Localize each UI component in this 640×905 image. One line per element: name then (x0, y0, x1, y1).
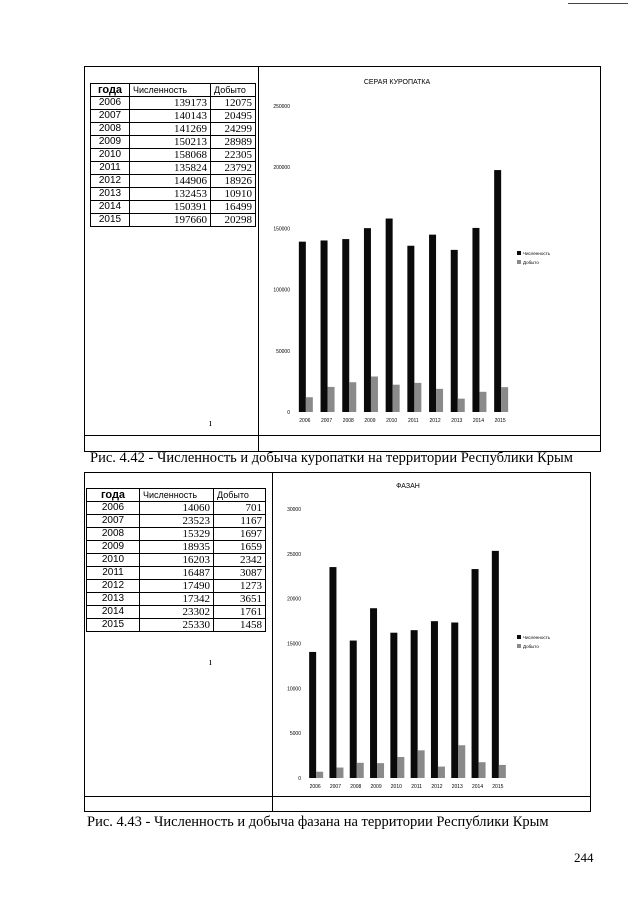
table-row (87, 580, 266, 593)
harvest-cell: 23792 (211, 162, 256, 175)
table-row (91, 149, 256, 162)
bar-count (350, 641, 357, 778)
y-tick-label: 25000 (287, 551, 301, 558)
count-cell: 23523 (140, 515, 214, 528)
count-cell: 141269 (130, 123, 211, 136)
bar-harvest (336, 768, 343, 778)
y-tick-label: 10000 (287, 686, 301, 693)
count-cell: 140143 (130, 110, 211, 123)
table-row (87, 554, 266, 567)
year-cell: 2014 (91, 201, 130, 214)
page-number: 244 (574, 850, 594, 865)
table-row (87, 567, 266, 580)
table-header-count: Численность (130, 84, 211, 97)
count-cell: 158068 (130, 149, 211, 162)
x-tick-label: 2015 (494, 418, 506, 424)
table-header-years: года (87, 489, 140, 502)
year-cell: 2011 (91, 162, 130, 175)
year-cell: 2007 (91, 110, 130, 123)
x-tick-label: 2015 (492, 784, 504, 790)
harvest-cell: 1761 (214, 606, 266, 619)
y-tick-label: 5000 (289, 731, 301, 738)
count-cell: 197660 (130, 214, 211, 227)
figure1-bottom-rule (85, 435, 600, 436)
table-row (87, 528, 266, 541)
x-tick-label: 2010 (386, 418, 398, 424)
x-tick-label: 2006 (309, 784, 321, 790)
table-row (91, 123, 256, 136)
count-cell: 15329 (140, 528, 214, 541)
chart-title: ФАЗАН (396, 483, 420, 490)
table-header-harvest: Добыто (211, 84, 256, 97)
harvest-cell: 10910 (211, 188, 256, 201)
harvest-cell: 24299 (211, 123, 256, 136)
x-tick-label: 2009 (364, 418, 376, 424)
bar-count (309, 652, 316, 778)
page-corner-mark (568, 3, 628, 4)
harvest-cell: 18926 (211, 175, 256, 188)
year-cell: 2015 (91, 214, 130, 227)
x-tick-label: 2007 (320, 418, 333, 424)
year-cell: 2008 (87, 528, 140, 541)
x-tick-label: 2014 (471, 784, 484, 790)
table-row (87, 541, 266, 554)
year-cell: 2007 (87, 515, 140, 528)
bar-count (451, 250, 458, 412)
year-cell: 2008 (91, 123, 130, 136)
y-tick-label: 0 (287, 410, 290, 416)
bar-harvest (414, 383, 421, 412)
y-tick-label: 20000 (287, 596, 301, 603)
year-cell: 2015 (87, 619, 140, 632)
count-cell: 144906 (130, 175, 211, 188)
legend-swatch (517, 644, 521, 648)
figure1-data-table (90, 83, 256, 227)
bar-harvest (357, 763, 364, 778)
table-row (91, 162, 256, 175)
harvest-cell: 3651 (214, 593, 266, 606)
bar-harvest (458, 745, 465, 778)
year-cell: 2006 (87, 502, 140, 515)
year-cell: 2013 (91, 188, 130, 201)
bar-count (472, 569, 479, 778)
x-tick-label: 2008 (342, 418, 354, 424)
y-tick-label: 15000 (287, 641, 301, 648)
bar-count (451, 623, 458, 778)
x-tick-label: 2007 (329, 784, 342, 790)
harvest-cell: 12075 (211, 97, 256, 110)
year-cell: 2013 (87, 593, 140, 606)
x-tick-label: 2014 (472, 418, 485, 424)
count-cell: 18935 (140, 541, 214, 554)
x-tick-label: 2012 (431, 784, 443, 790)
table-row (87, 515, 266, 528)
count-cell: 150391 (130, 201, 211, 214)
bar-count (429, 235, 436, 412)
legend-label: Численность (523, 635, 551, 640)
x-tick-label: 2011 (407, 418, 419, 424)
figure2-data-table (86, 488, 266, 632)
count-cell: 23302 (140, 606, 214, 619)
y-tick-label: 250000 (273, 104, 290, 110)
harvest-cell: 3087 (214, 567, 266, 580)
x-tick-label: 2013 (451, 784, 463, 790)
harvest-cell: 20495 (211, 110, 256, 123)
x-tick-label: 2010 (390, 784, 402, 790)
harvest-cell: 1167 (214, 515, 266, 528)
count-cell: 17490 (140, 580, 214, 593)
figure2-caption: Рис. 4.43 - Численность и добыча фазана на территории Республики Крым (87, 814, 549, 830)
y-tick-label: 100000 (273, 287, 290, 294)
harvest-cell: 1659 (214, 541, 266, 554)
year-cell: 2009 (91, 136, 130, 149)
harvest-cell: 22305 (211, 149, 256, 162)
harvest-cell: 20298 (211, 214, 256, 227)
table-row (91, 188, 256, 201)
chart-title: СЕРАЯ КУРОПАТКА (363, 79, 431, 86)
harvest-cell: 1458 (214, 619, 266, 632)
table-row (87, 593, 266, 606)
count-cell: 135824 (130, 162, 211, 175)
x-tick-label: 2011 (411, 784, 423, 790)
table-header-years: года (91, 84, 130, 97)
bar-count (342, 239, 349, 412)
count-cell: 150213 (130, 136, 211, 149)
table-row (91, 97, 256, 110)
year-cell: 2006 (91, 97, 130, 110)
table-row (91, 201, 256, 214)
bar-harvest (479, 392, 486, 412)
count-cell: 17342 (140, 593, 214, 606)
harvest-cell: 1697 (214, 528, 266, 541)
bar-harvest (458, 399, 465, 412)
legend-label: Добыто (523, 644, 539, 649)
bar-count (431, 621, 438, 778)
bar-count (329, 567, 336, 778)
bar-harvest (349, 382, 356, 412)
bar-harvest (393, 385, 400, 412)
bar-harvest (436, 389, 443, 412)
x-tick-label: 2009 (370, 784, 382, 790)
table-header-count: Численность (140, 489, 214, 502)
year-cell: 2012 (91, 175, 130, 188)
count-cell: 132453 (130, 188, 211, 201)
bar-harvest (328, 387, 335, 412)
bar-harvest (499, 765, 506, 778)
bar-harvest (418, 750, 425, 778)
count-cell: 25330 (140, 619, 214, 632)
bar-harvest (397, 757, 404, 778)
table-row (87, 606, 266, 619)
table-header-harvest: Добыто (214, 489, 266, 502)
count-cell: 14060 (140, 502, 214, 515)
bar-harvest (377, 763, 384, 778)
figure1-stray-mark: ı (209, 418, 212, 429)
bar-count (321, 240, 328, 412)
harvest-cell: 16499 (211, 201, 256, 214)
bar-harvest (501, 387, 508, 412)
figure2-stray-mark: ı (209, 657, 212, 668)
harvest-cell: 28989 (211, 136, 256, 149)
count-cell: 139173 (130, 97, 211, 110)
legend-label: Численность (523, 251, 551, 256)
table-row (91, 175, 256, 188)
year-cell: 2014 (87, 606, 140, 619)
table-row (87, 619, 266, 632)
bar-count (472, 228, 479, 412)
x-tick-label: 2006 (299, 418, 311, 424)
legend-swatch (517, 635, 521, 639)
figure1-caption: Рис. 4.42 - Численность и добыча куропатки на территории Республики Крым (90, 450, 573, 466)
figure2-bottom-rule (85, 796, 590, 797)
year-cell: 2010 (87, 554, 140, 567)
harvest-cell: 701 (214, 502, 266, 515)
harvest-cell: 2342 (214, 554, 266, 567)
figure2-bar-chart (273, 473, 589, 795)
x-tick-label: 2013 (451, 418, 463, 424)
year-cell: 2009 (87, 541, 140, 554)
bar-harvest (306, 397, 313, 412)
y-tick-label: 200000 (273, 165, 290, 172)
bar-count (386, 219, 393, 412)
count-cell: 16203 (140, 554, 214, 567)
y-tick-label: 150000 (273, 226, 290, 233)
bar-count (407, 246, 414, 412)
bar-count (492, 551, 499, 778)
x-tick-label: 2012 (429, 418, 441, 424)
table-row (91, 110, 256, 123)
table-row (87, 502, 266, 515)
bar-count (390, 633, 397, 778)
bar-count (299, 242, 306, 412)
year-cell: 2012 (87, 580, 140, 593)
y-tick-label: 0 (298, 776, 301, 782)
table-row (91, 214, 256, 227)
year-cell: 2010 (91, 149, 130, 162)
bar-harvest (371, 377, 378, 412)
legend-label: Добыто (523, 260, 539, 265)
bar-count (494, 170, 501, 412)
table-row (91, 136, 256, 149)
y-tick-label: 50000 (276, 348, 290, 355)
bar-count (364, 228, 371, 412)
legend-swatch (517, 260, 521, 264)
bar-harvest (316, 772, 323, 778)
bar-count (370, 608, 377, 778)
harvest-cell: 1273 (214, 580, 266, 593)
x-tick-label: 2008 (350, 784, 362, 790)
bar-harvest (438, 767, 445, 778)
figure1-bar-chart (258, 67, 600, 435)
bar-count (411, 630, 418, 778)
year-cell: 2011 (87, 567, 140, 580)
y-tick-label: 30000 (287, 507, 301, 513)
count-cell: 16487 (140, 567, 214, 580)
legend-swatch (517, 251, 521, 255)
bar-harvest (479, 762, 486, 778)
